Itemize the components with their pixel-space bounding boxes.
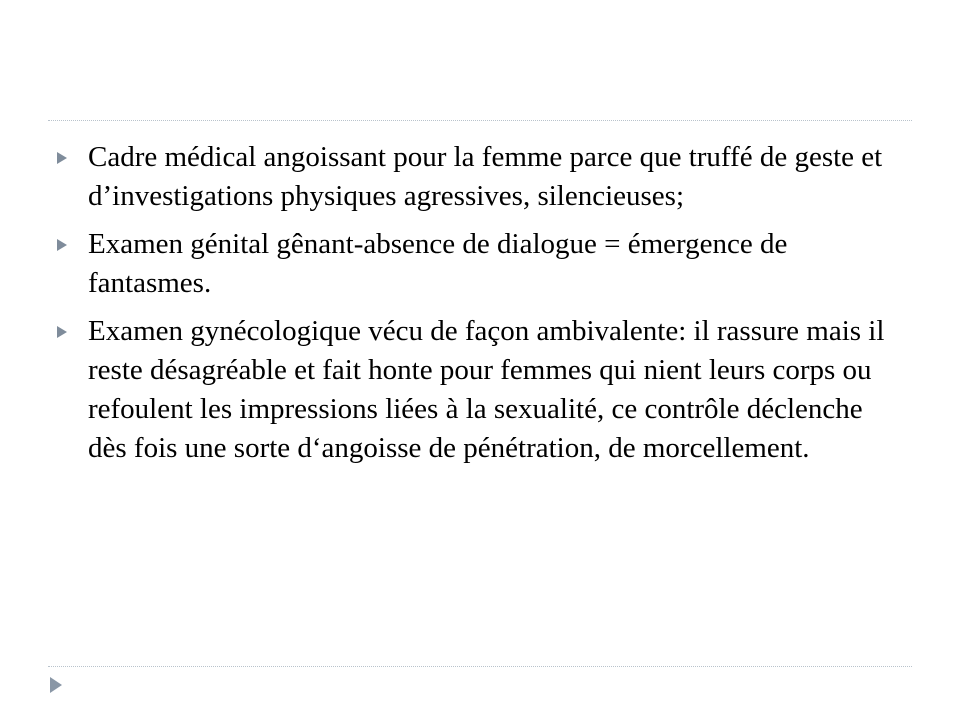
bullet-item-1 xyxy=(56,138,906,216)
footer-triangle-right-icon xyxy=(49,676,63,694)
bullet-item-3 xyxy=(56,312,906,468)
bullet-text: Cadre médical angoissant pour la femme parce que truffé de geste et d’investigations physiques agressives, silencieuses; xyxy=(88,141,883,212)
bullet-text: Examen gynécologique vécu de façon ambivalente: il rassure mais il reste désagréable et fait honte pour femmes qui nient leurs corps ou refoulent les impressions liées à la sexualité, ce contrôle déclenche dès fois une sorte d‘angoisse de pénétration, de morcellement. xyxy=(88,315,885,464)
top-divider xyxy=(48,120,912,121)
bullet-text: Examen génital gênant-absence de dialogue = émergence de fantasmes. xyxy=(88,228,788,299)
triangle-right-icon xyxy=(56,325,68,339)
triangle-right-icon xyxy=(56,151,68,165)
triangle-right-icon xyxy=(56,238,68,252)
bottom-divider xyxy=(48,666,912,667)
bullet-item-2 xyxy=(56,225,906,303)
bullet-list xyxy=(56,138,906,477)
